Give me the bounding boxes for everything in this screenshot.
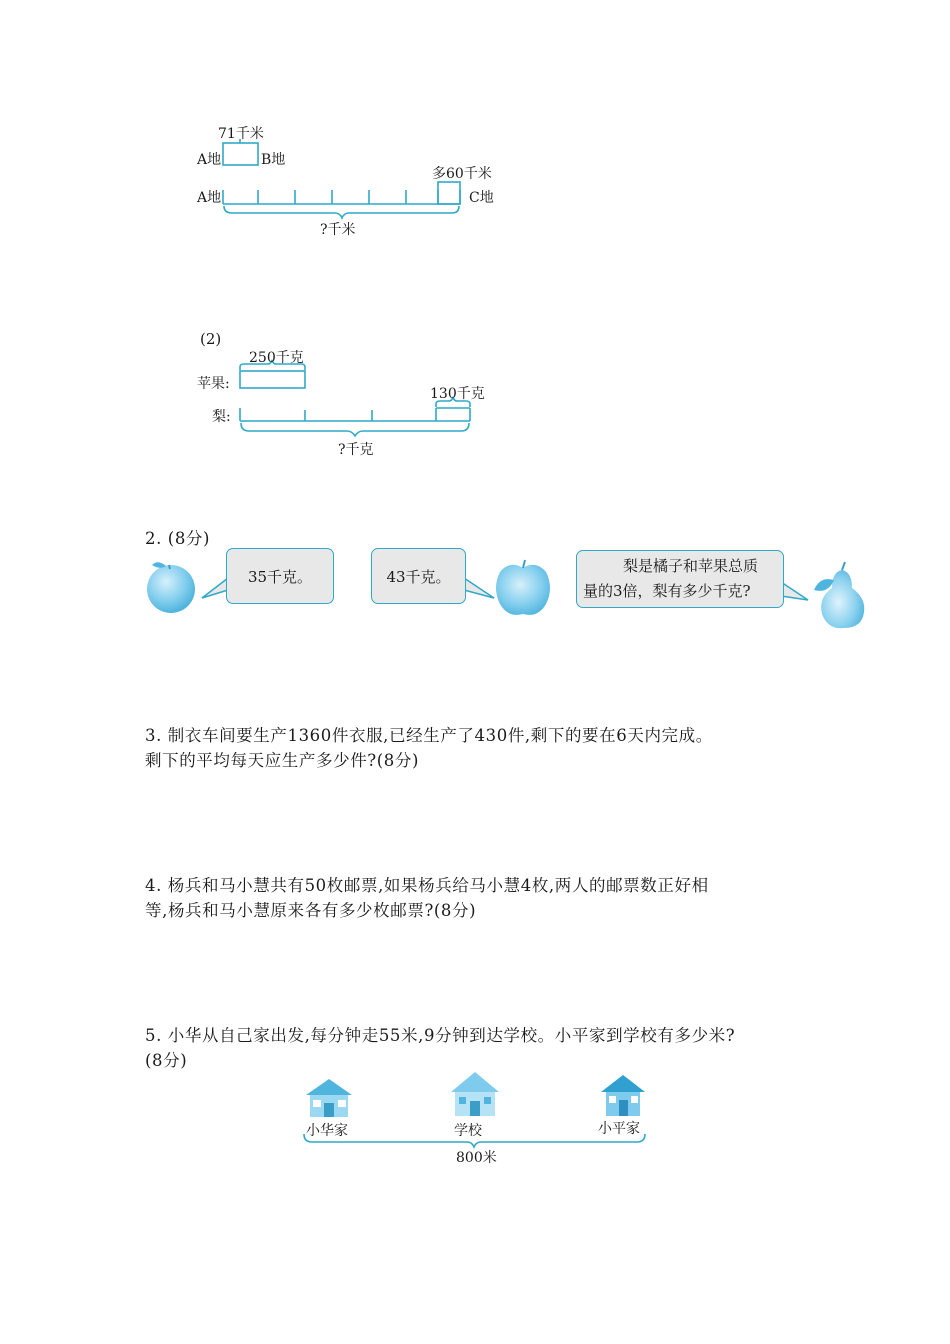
pear-total-label: ?千克 bbox=[338, 442, 374, 458]
q4-line2: 等,杨兵和马小慧原来各有多少枚邮票?(8分) bbox=[145, 901, 477, 920]
a-point-label-top: A地 bbox=[197, 152, 222, 168]
apple-bubble-text: 43千克。 bbox=[386, 567, 451, 586]
part-number: (2) bbox=[200, 330, 222, 348]
c-point-label: C地 bbox=[469, 190, 494, 206]
apple-amount-label: 250千克 bbox=[249, 350, 304, 366]
pear-bubble-line1: 梨是橘子和苹果总质 bbox=[623, 557, 759, 575]
q3-line2: 剩下的平均每天应生产多少件?(8分) bbox=[145, 751, 420, 770]
xiaoping-house-label: 小平家 bbox=[598, 1121, 640, 1137]
q3-line1: 3. 制衣车间要生产1360件衣服,已经生产了430件,剩下的要在6天内完成。 bbox=[145, 726, 713, 745]
pear-bubble-line2: 量的3倍，梨有多少千克? bbox=[583, 582, 751, 600]
total-distance-label: ?千米 bbox=[320, 222, 356, 238]
xiaohua-house-label: 小华家 bbox=[306, 1123, 348, 1139]
school-label: 学校 bbox=[454, 1123, 482, 1139]
q4-line1: 4. 杨兵和马小慧共有50枚邮票,如果杨兵给马小慧4枚,两人的邮票数正好相 bbox=[145, 876, 709, 895]
total-distance-800: 800米 bbox=[456, 1150, 497, 1166]
ab-distance-label: 71千米 bbox=[218, 126, 264, 142]
q2-heading: 2. (8分) bbox=[145, 529, 211, 548]
apple-row-label: 苹果: bbox=[197, 376, 230, 392]
pear-row-label: 梨: bbox=[212, 409, 231, 425]
orange-bubble-text: 35千克。 bbox=[247, 567, 313, 586]
q5-line1: 5. 小华从自己家出发,每分钟走55米,9分钟到达学校。小平家到学校有多少米? bbox=[145, 1026, 736, 1045]
q5-line2: (8分) bbox=[145, 1051, 188, 1070]
extra-distance-label: 多60千米 bbox=[432, 166, 492, 182]
extra-amount-label: 130千克 bbox=[430, 386, 485, 402]
b-point-label: B地 bbox=[261, 152, 286, 168]
a-point-label-bottom: A地 bbox=[197, 190, 222, 206]
